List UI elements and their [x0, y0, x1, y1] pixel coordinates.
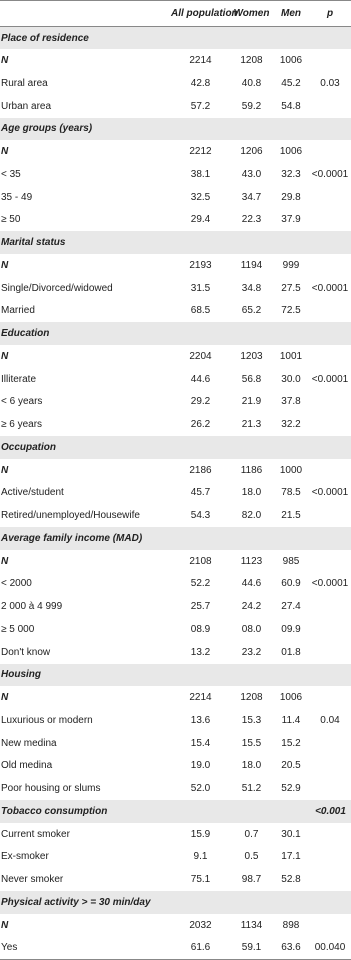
row-label: Married — [1, 305, 35, 317]
header-men: Men — [273, 1, 309, 27]
row-label: < 2000 — [1, 578, 32, 590]
p-value — [309, 413, 351, 436]
section-p-value — [309, 436, 351, 459]
all-population-value: 45.7 — [190, 487, 211, 499]
section-header-row — [0, 891, 351, 914]
p-value — [309, 914, 351, 937]
p-value — [309, 641, 351, 664]
section-women-cell — [230, 436, 273, 459]
sample-size-row — [0, 345, 351, 368]
all-population-value: 13.6 — [190, 714, 211, 726]
men-value: 27.5 — [281, 282, 301, 294]
row-label: Poor housing or slums — [1, 783, 101, 795]
table-row — [0, 618, 351, 641]
men-value: 37.8 — [281, 396, 301, 408]
section-title: Occupation — [0, 436, 171, 459]
table-row — [0, 868, 351, 891]
section-title: Marital status — [0, 231, 171, 254]
women-value: 1206 — [240, 146, 263, 158]
section-men-cell — [273, 800, 309, 823]
section-title: Education — [0, 322, 171, 345]
table-row — [0, 368, 351, 391]
section-men-cell — [273, 436, 309, 459]
table-row — [0, 186, 351, 209]
p-value — [309, 186, 351, 209]
header-all-population: All population — [171, 1, 230, 27]
men-value: 27.4 — [281, 601, 301, 613]
all-population-value: 68.5 — [190, 305, 211, 317]
women-value: 34.7 — [241, 191, 262, 203]
p-value — [309, 209, 351, 232]
section-header-row — [0, 27, 351, 50]
row-label: Illiterate — [1, 373, 37, 385]
women-value: 65.2 — [241, 305, 262, 317]
table-row — [0, 777, 351, 800]
section-header-row — [0, 231, 351, 254]
row-label: Current smoker — [1, 828, 70, 840]
section-p-value: <0.001 — [309, 800, 351, 823]
p-value — [309, 732, 351, 755]
women-value: 40.8 — [241, 77, 262, 89]
men-value: 78.5 — [281, 487, 301, 499]
all-population-value: 2212 — [189, 146, 212, 158]
row-label: Rural area — [1, 77, 48, 89]
women-value: 56.8 — [241, 373, 262, 385]
section-p-value — [309, 891, 351, 914]
women-value: 23.2 — [241, 646, 262, 658]
p-value — [309, 595, 351, 618]
table-row — [0, 823, 351, 846]
section-men-cell — [273, 27, 309, 50]
section-all-cell — [171, 118, 230, 141]
women-value: 98.7 — [241, 874, 262, 886]
men-value: 1001 — [279, 350, 303, 362]
women-value: 21.9 — [241, 396, 262, 408]
table-row — [0, 846, 351, 869]
women-value: 1208 — [240, 55, 263, 67]
p-value — [309, 504, 351, 527]
men-value: 45.2 — [281, 77, 301, 89]
all-population-value: 29.2 — [190, 396, 211, 408]
section-women-cell — [230, 27, 273, 50]
section-all-cell — [171, 27, 230, 50]
section-all-cell — [171, 436, 230, 459]
all-population-value: 2214 — [189, 55, 212, 67]
all-population-value: 32.5 — [190, 191, 211, 203]
all-population-value: 2193 — [189, 259, 212, 271]
row-label: Ex-smoker — [1, 851, 49, 863]
all-population-value: 15.4 — [190, 737, 211, 749]
section-p-value — [309, 527, 351, 550]
women-value: 21.3 — [241, 419, 262, 431]
table-row — [0, 709, 351, 732]
section-men-cell — [273, 527, 309, 550]
all-population-value: 2204 — [189, 350, 212, 362]
women-value: 22.3 — [241, 214, 262, 226]
men-value: 32.2 — [281, 419, 301, 431]
row-label: N — [1, 692, 9, 704]
row-label: ≥ 6 years — [1, 419, 43, 431]
section-all-cell — [171, 527, 230, 550]
all-population-value: 29.4 — [190, 214, 211, 226]
all-population-value: 54.3 — [190, 510, 211, 522]
row-label: 2 000 à 4 999 — [1, 601, 63, 613]
all-population-value: 44.6 — [190, 373, 211, 385]
section-men-cell — [273, 231, 309, 254]
p-value — [309, 777, 351, 800]
women-value: 51.2 — [241, 783, 262, 795]
men-value: 60.9 — [281, 578, 301, 590]
section-p-value — [309, 27, 351, 50]
all-population-value: 13.2 — [190, 646, 211, 658]
women-value: 59.2 — [241, 100, 262, 112]
men-value: 54.8 — [281, 100, 301, 112]
table-row — [0, 595, 351, 618]
header-row — [0, 1, 351, 27]
row-label: N — [1, 259, 9, 271]
women-value: 15.5 — [241, 737, 262, 749]
women-value: 1203 — [240, 350, 263, 362]
all-population-value: 25.7 — [190, 601, 211, 613]
p-value — [309, 345, 351, 368]
section-all-cell — [171, 891, 230, 914]
table-row — [0, 573, 351, 596]
table-row — [0, 72, 351, 95]
section-women-cell — [230, 231, 273, 254]
section-title: Tobacco consumption — [0, 800, 171, 823]
section-all-cell — [171, 664, 230, 687]
men-value: 29.8 — [281, 191, 301, 203]
table-row — [0, 209, 351, 232]
men-value: 11.4 — [281, 714, 301, 726]
section-title: Age groups (years) — [0, 118, 171, 141]
men-value: 898 — [282, 919, 300, 931]
header-label-cell — [0, 1, 171, 27]
women-value: 1208 — [240, 692, 263, 704]
section-title: Physical activity > = 30 min/day — [0, 891, 171, 914]
table-row — [0, 755, 351, 778]
row-label: ≥ 50 — [1, 214, 21, 226]
women-value: 1194 — [240, 259, 263, 271]
row-label: N — [1, 464, 9, 476]
row-label: N — [1, 55, 9, 67]
men-value: 52.9 — [281, 783, 301, 795]
men-value: 09.9 — [281, 623, 301, 635]
all-population-value: 2032 — [189, 919, 212, 931]
p-value: 00.040 — [309, 937, 351, 960]
table-row — [0, 937, 351, 960]
p-value — [309, 49, 351, 72]
sample-size-row — [0, 914, 351, 937]
p-value — [309, 755, 351, 778]
table-row — [0, 391, 351, 414]
p-value — [309, 95, 351, 118]
table-row — [0, 163, 351, 186]
section-header-row — [0, 436, 351, 459]
row-label: Retired/unemployed/Housewife — [1, 510, 140, 522]
p-value — [309, 868, 351, 891]
men-value: 20.5 — [281, 760, 301, 772]
section-women-cell — [230, 664, 273, 687]
women-value: 0.7 — [244, 828, 259, 840]
table-row — [0, 95, 351, 118]
section-header-row — [0, 800, 351, 823]
all-population-value: 75.1 — [190, 874, 211, 886]
women-value: 34.8 — [241, 282, 262, 294]
women-value: 0.5 — [244, 851, 259, 863]
row-label: Don't know — [1, 646, 51, 658]
row-label: Urban area — [1, 100, 52, 112]
p-value: 0.03 — [320, 77, 340, 89]
sample-size-row — [0, 459, 351, 482]
all-population-value: 15.9 — [190, 828, 211, 840]
section-p-value — [309, 322, 351, 345]
all-population-value: 42.8 — [190, 77, 211, 89]
row-label: Old medina — [1, 760, 53, 772]
section-women-cell — [230, 527, 273, 550]
p-value — [309, 300, 351, 323]
p-value: <0.0001 — [311, 487, 349, 499]
table-row — [0, 413, 351, 436]
sample-size-row — [0, 550, 351, 573]
table-row — [0, 504, 351, 527]
row-label: New medina — [1, 737, 57, 749]
men-value: 999 — [282, 259, 300, 271]
section-header-row — [0, 664, 351, 687]
men-value: 37.9 — [281, 214, 301, 226]
all-population-value: 31.5 — [190, 282, 211, 294]
section-header-row — [0, 118, 351, 141]
men-value: 01.8 — [281, 646, 301, 658]
section-p-value — [309, 664, 351, 687]
all-population-value: 61.6 — [171, 937, 230, 960]
p-value — [309, 459, 351, 482]
section-title: Housing — [0, 664, 171, 687]
table-row — [0, 277, 351, 300]
men-value: 63.6 — [273, 937, 309, 960]
men-value: 30.1 — [281, 828, 301, 840]
women-value: 82.0 — [241, 510, 262, 522]
table-body — [0, 27, 351, 960]
men-value: 1006 — [279, 55, 303, 67]
row-label: Single/Divorced/widowed — [1, 282, 113, 294]
women-value: 43.0 — [241, 168, 262, 180]
section-men-cell — [273, 664, 309, 687]
women-value: 08.0 — [241, 623, 262, 635]
row-label: < 6 years — [1, 396, 43, 408]
women-value: 24.2 — [241, 601, 262, 613]
sample-size-row — [0, 686, 351, 709]
men-value: 32.3 — [281, 168, 301, 180]
p-value: <0.0001 — [311, 282, 349, 294]
men-value: 985 — [282, 555, 300, 567]
women-value: 59.1 — [230, 937, 273, 960]
all-population-value: 57.2 — [190, 100, 211, 112]
all-population-value: 19.0 — [190, 760, 211, 772]
section-all-cell — [171, 322, 230, 345]
p-value: <0.0001 — [311, 578, 349, 590]
p-value: <0.0001 — [311, 168, 349, 180]
p-value — [309, 391, 351, 414]
row-label: N — [1, 146, 9, 158]
section-women-cell — [230, 322, 273, 345]
section-p-value — [309, 231, 351, 254]
section-men-cell — [273, 322, 309, 345]
section-women-cell — [230, 891, 273, 914]
row-label: 35 - 49 — [1, 191, 33, 203]
section-men-cell — [273, 118, 309, 141]
p-value — [309, 846, 351, 869]
women-value: 18.0 — [241, 487, 262, 499]
men-value: 72.5 — [281, 305, 301, 317]
header-women: Women — [230, 1, 273, 27]
section-header-row — [0, 322, 351, 345]
row-label: ≥ 5 000 — [1, 623, 35, 635]
p-value — [309, 823, 351, 846]
row-label: N — [1, 555, 9, 567]
men-value: 1006 — [279, 692, 303, 704]
all-population-value: 52.2 — [190, 578, 211, 590]
women-value: 1186 — [240, 464, 263, 476]
men-value: 1000 — [279, 464, 303, 476]
women-value: 1123 — [240, 555, 263, 567]
p-value — [309, 550, 351, 573]
men-value: 15.2 — [281, 737, 301, 749]
men-value: 17.1 — [281, 851, 301, 863]
row-label: Yes — [0, 937, 171, 960]
all-population-value: 52.0 — [190, 783, 211, 795]
all-population-value: 38.1 — [190, 168, 211, 180]
women-value: 1134 — [240, 919, 263, 931]
all-population-value: 08.9 — [190, 623, 211, 635]
all-population-value: 2186 — [189, 464, 212, 476]
p-value — [309, 140, 351, 163]
women-value: 15.3 — [241, 714, 262, 726]
section-all-cell — [171, 231, 230, 254]
row-label: Active/student — [1, 487, 64, 499]
women-value: 44.6 — [241, 578, 262, 590]
p-value — [309, 618, 351, 641]
men-value: 21.5 — [281, 510, 301, 522]
section-all-cell — [171, 800, 230, 823]
all-population-value: 9.1 — [193, 851, 208, 863]
p-value — [309, 686, 351, 709]
sample-size-row — [0, 254, 351, 277]
section-p-value — [309, 118, 351, 141]
p-value: <0.0001 — [311, 373, 349, 385]
table-header — [0, 1, 351, 27]
section-title: Average family income (MAD) — [0, 527, 171, 550]
men-value: 1006 — [279, 146, 303, 158]
sample-size-row — [0, 49, 351, 72]
section-men-cell — [273, 891, 309, 914]
row-label: Never smoker — [1, 874, 64, 886]
section-header-row — [0, 527, 351, 550]
all-population-value: 2214 — [189, 692, 212, 704]
all-population-value: 26.2 — [190, 419, 211, 431]
row-label: Luxurious or modern — [1, 714, 93, 726]
table-row — [0, 482, 351, 505]
header-p-value: p — [309, 1, 351, 27]
section-title: Place of residence — [0, 27, 171, 50]
table-row — [0, 641, 351, 664]
table-row — [0, 300, 351, 323]
section-women-cell — [230, 118, 273, 141]
men-value: 52.8 — [281, 874, 301, 886]
sample-size-row — [0, 140, 351, 163]
men-value: 30.0 — [281, 373, 301, 385]
row-label: N — [1, 350, 9, 362]
section-women-cell — [230, 800, 273, 823]
table-row — [0, 732, 351, 755]
women-value: 18.0 — [241, 760, 262, 772]
row-label: N — [1, 919, 9, 931]
all-population-value: 2108 — [189, 555, 212, 567]
p-value: 0.04 — [320, 714, 340, 726]
row-label: < 35 — [1, 168, 21, 180]
p-value — [309, 254, 351, 277]
